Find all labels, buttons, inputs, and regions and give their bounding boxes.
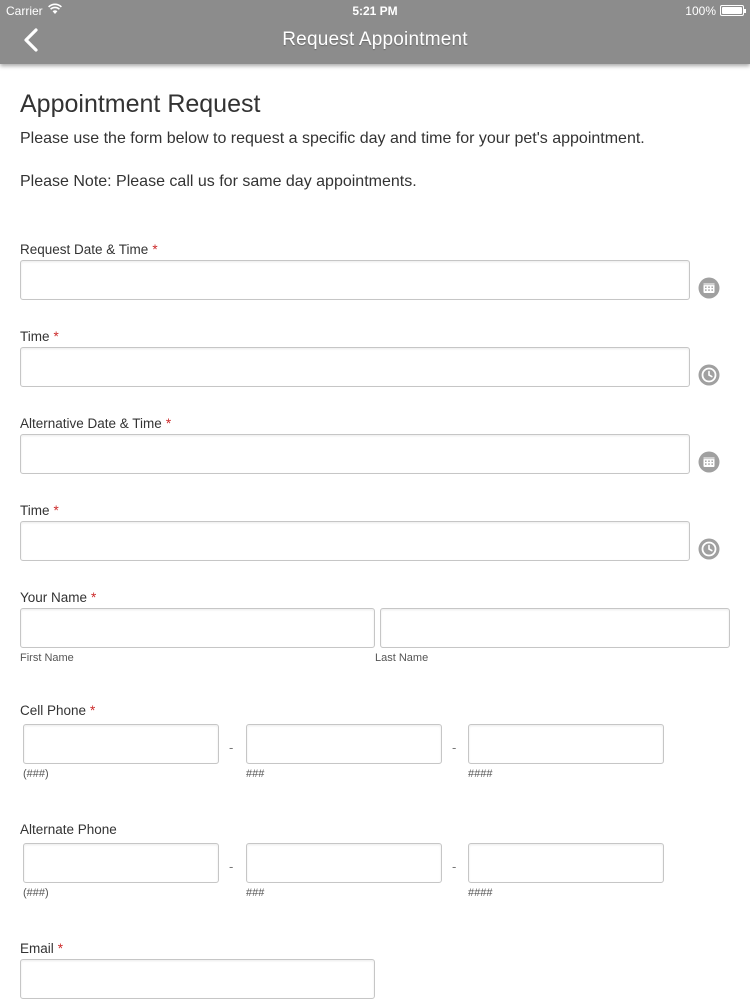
alt-phone-line-field[interactable] xyxy=(468,843,664,883)
last-name-sublabel: Last Name xyxy=(375,652,429,664)
email-label: Email * xyxy=(20,941,64,956)
navigation-bar xyxy=(0,0,750,64)
alt-phone-label: Alternate Phone xyxy=(20,822,117,837)
carrier-label: Carrier xyxy=(6,4,43,18)
alt-time-field[interactable] xyxy=(20,521,690,561)
required-marker: * xyxy=(152,242,158,257)
clock-icon[interactable] xyxy=(698,538,720,560)
alt-phone-area-hint: (###) xyxy=(23,887,49,899)
alt-date-label: Alternative Date & Time * xyxy=(20,416,172,431)
cell-phone-area-field[interactable] xyxy=(23,724,219,764)
cell-phone-prefix-field[interactable] xyxy=(246,724,442,764)
required-marker: * xyxy=(53,329,59,344)
alt-phone-prefix-field[interactable] xyxy=(246,843,442,883)
phone-separator: - xyxy=(229,740,234,755)
status-time: 5:21 PM xyxy=(352,4,398,18)
note-text: Please Note: Please call us for same day appointments. xyxy=(20,173,417,190)
alt-phone-prefix-hint: ### xyxy=(246,887,265,899)
request-date-label: Request Date & Time * xyxy=(20,242,158,257)
alt-date-field[interactable] xyxy=(20,434,690,474)
first-name-field[interactable] xyxy=(20,608,375,648)
alt-phone-line-hint: #### xyxy=(468,887,493,899)
required-marker: * xyxy=(91,590,97,605)
cell-phone-label: Cell Phone * xyxy=(20,703,96,718)
first-name-sublabel: First Name xyxy=(20,652,74,664)
cell-phone-line-field[interactable] xyxy=(468,724,664,764)
cell-phone-line-hint: #### xyxy=(468,768,493,780)
battery-percent: 100% xyxy=(685,4,716,18)
phone-separator: - xyxy=(452,740,457,755)
status-bar xyxy=(0,0,750,20)
required-marker: * xyxy=(53,503,59,518)
intro-text: Please use the form below to request a specific day and time for your pet's appointment. xyxy=(20,130,645,147)
required-marker: * xyxy=(90,703,96,718)
calendar-icon[interactable] xyxy=(698,451,720,473)
request-time-label: Time * xyxy=(20,329,59,344)
request-date-field[interactable] xyxy=(20,260,690,300)
name-label: Your Name * xyxy=(20,590,97,605)
page-title: Appointment Request xyxy=(20,90,261,118)
email-field[interactable] xyxy=(20,959,375,999)
calendar-icon[interactable] xyxy=(698,277,720,299)
request-time-field[interactable] xyxy=(20,347,690,387)
required-marker: * xyxy=(165,416,172,431)
clock-icon[interactable] xyxy=(698,364,720,386)
battery-icon xyxy=(720,5,744,16)
phone-separator: - xyxy=(452,859,457,874)
last-name-field[interactable] xyxy=(380,608,730,648)
cell-phone-area-hint: (###) xyxy=(23,768,49,780)
alt-time-label: Time * xyxy=(20,503,59,518)
cell-phone-prefix-hint: ### xyxy=(246,768,265,780)
required-marker: * xyxy=(57,941,64,956)
phone-separator: - xyxy=(229,859,234,874)
alt-phone-area-field[interactable] xyxy=(23,843,219,883)
nav-title: Request Appointment xyxy=(282,29,468,50)
